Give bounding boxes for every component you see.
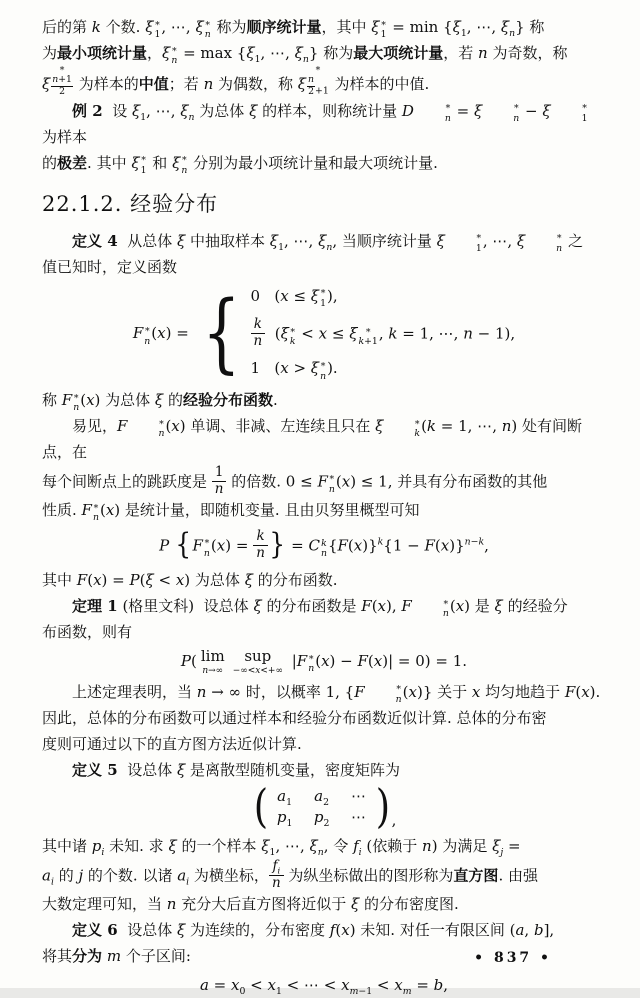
line-define-function-lead: 值已知时，定义函数 [42, 257, 178, 276]
line-example-2: 例 2 设 $\xi_1$, ⋯, $\xi_n$ 为总体 ξ 的样本，则称统计量 D * n = ξ * n − ξ * 1 为样本 [42, 101, 588, 146]
line-population-cdf: 其中 F(x) = P(ξ < x) 为总体 ξ 的分布函数. [42, 571, 338, 590]
line-properties-1: 易见，F * n (x) 单调、非减、左连续且只在 ξ * k (k = 1, ⋯, n) 处有间断点，在 [42, 417, 583, 462]
formula-partition: $a = x_0 < x_1$ < ⋯ < $x_{m-1} < x_m = b$, [199, 976, 449, 998]
line-range-statistic: 的极差. 其中 ξ * 1 和 ξ * n 分别为最小项统计量和最大项统计量. [42, 153, 438, 176]
line-min-max-statistic: 为最小项统计量，ξ * n = $\max \{\xi_1$, ⋯, $\xi_n$} 称为最大项统计量，若 n 为奇数，称 [42, 44, 568, 67]
line-sample-median: ξ * $\frac{n+1}{2}$ 为样本的中值；若 n 为偶数，称 ξ * $\frac{n}{2}$ +1 为样本的中值. [42, 65, 430, 98]
line-frequency-def: 其中诸 $p_i$ 未知. 求 ξ 的一个样本 $\xi_1$, ⋯, $\xi_n$, 令 $f_i$ (依赖于 n) 为满足 $\xi_j$ = [42, 837, 521, 859]
line-properties-2: 每个间断点上的跳跃度是 $\frac{1}{n}$ 的倍数. 0 ≤ F * n (x) ≤ 1, 并具有分布函数的其他 [42, 464, 548, 497]
page-number: • 837 • [474, 950, 552, 966]
line-histogram-def: $a_i$ 的 j 的个数. 以诸 $a_i$ 为横坐标， $\frac{f_i}{n}$ 为纵坐标做出的图形称为直方图. 由强 [42, 858, 538, 891]
line-theorem-explanation-2: 因此，总体的分布函数可以通过样本和经验分布函数近似计算. 总体的分布密 [42, 708, 547, 727]
line-theorem-1-glivenko: 定理 1 (格里文科) 设总体 ξ 的分布函数是 F(x), F * n (x) 是 ξ 的经验分 [72, 597, 568, 620]
line-subintervals-lead: 将其分为 m 个子区间: [42, 947, 191, 966]
formula-empirical-cdf: F * n (x) = { 0 (x ≤ ξ * 1 ), $\frac{k}{n}$ (ξ * k < x ≤ ξ * k+1 , k = 1, ⋯, n − 1), 1 (x > ξ * n ). [132, 283, 516, 384]
content [42, 14, 606, 998]
section-heading: 22.1.2. 经验分布 [42, 191, 219, 216]
line-properties-3: 性质. F * n (x) 是统计量，即随机变量. 且由贝努里概型可知 [42, 501, 420, 524]
line-definition-6: 定义 6 设总体 ξ 为连续的，分布密度 f(x) 未知. 对任一有限区间 (a, b], [72, 921, 555, 940]
line-definition-4: 定义 4 从总体 ξ 中抽取样本 $\xi_1$, ⋯, $\xi_n$, 当顺序统计量 ξ * 1 , ⋯, ξ * n 之 [72, 231, 583, 254]
line-empirical-cdf-name: 称 F * n (x) 为总体 ξ 的经验分布函数. [42, 391, 278, 414]
formula-bernoulli-probability: P {F * n (x) = $\frac{k}{n}$ } = C k n $\{F(x)\}^k\{1 - F(x)\}^{n-k}$, [159, 527, 489, 562]
line-definition-5: 定义 5 设总体 ξ 是离散型随机变量，密度矩阵为 [72, 760, 401, 779]
line-theorem-explanation-3: 度则可通过以下的直方图方法近似计算. [42, 734, 302, 753]
line-large-numbers: 大数定理可知，当 n 充分大后直方图将近似于 ξ 的分布密度图. [42, 895, 459, 914]
line-theorem-lead: 布函数，则有 [42, 623, 133, 642]
line-theorem-explanation-1: 上述定理表明，当 n → ∞ 时，以概率 1, {F * n (x)} 关于 x 均匀地趋于 F(x). [72, 682, 601, 705]
formula-glivenko-cantelli: P( lim n→∞ sup −∞<x<+∞ |F * n (x) − F(x)| = 0) = 1. [180, 646, 468, 676]
formula-density-matrix: ( $a_1$ $a_2$ ⋯ $p_1$ $p_2$ ⋯ ) , [253, 779, 397, 834]
line-order-statistics-def: 后的第 k 个数. ξ * 1 , ⋯, ξ * n 称为顺序统计量，其中 ξ * 1 = $\min \{\xi_1$, ⋯, $\xi_n$} 称 [42, 18, 545, 41]
